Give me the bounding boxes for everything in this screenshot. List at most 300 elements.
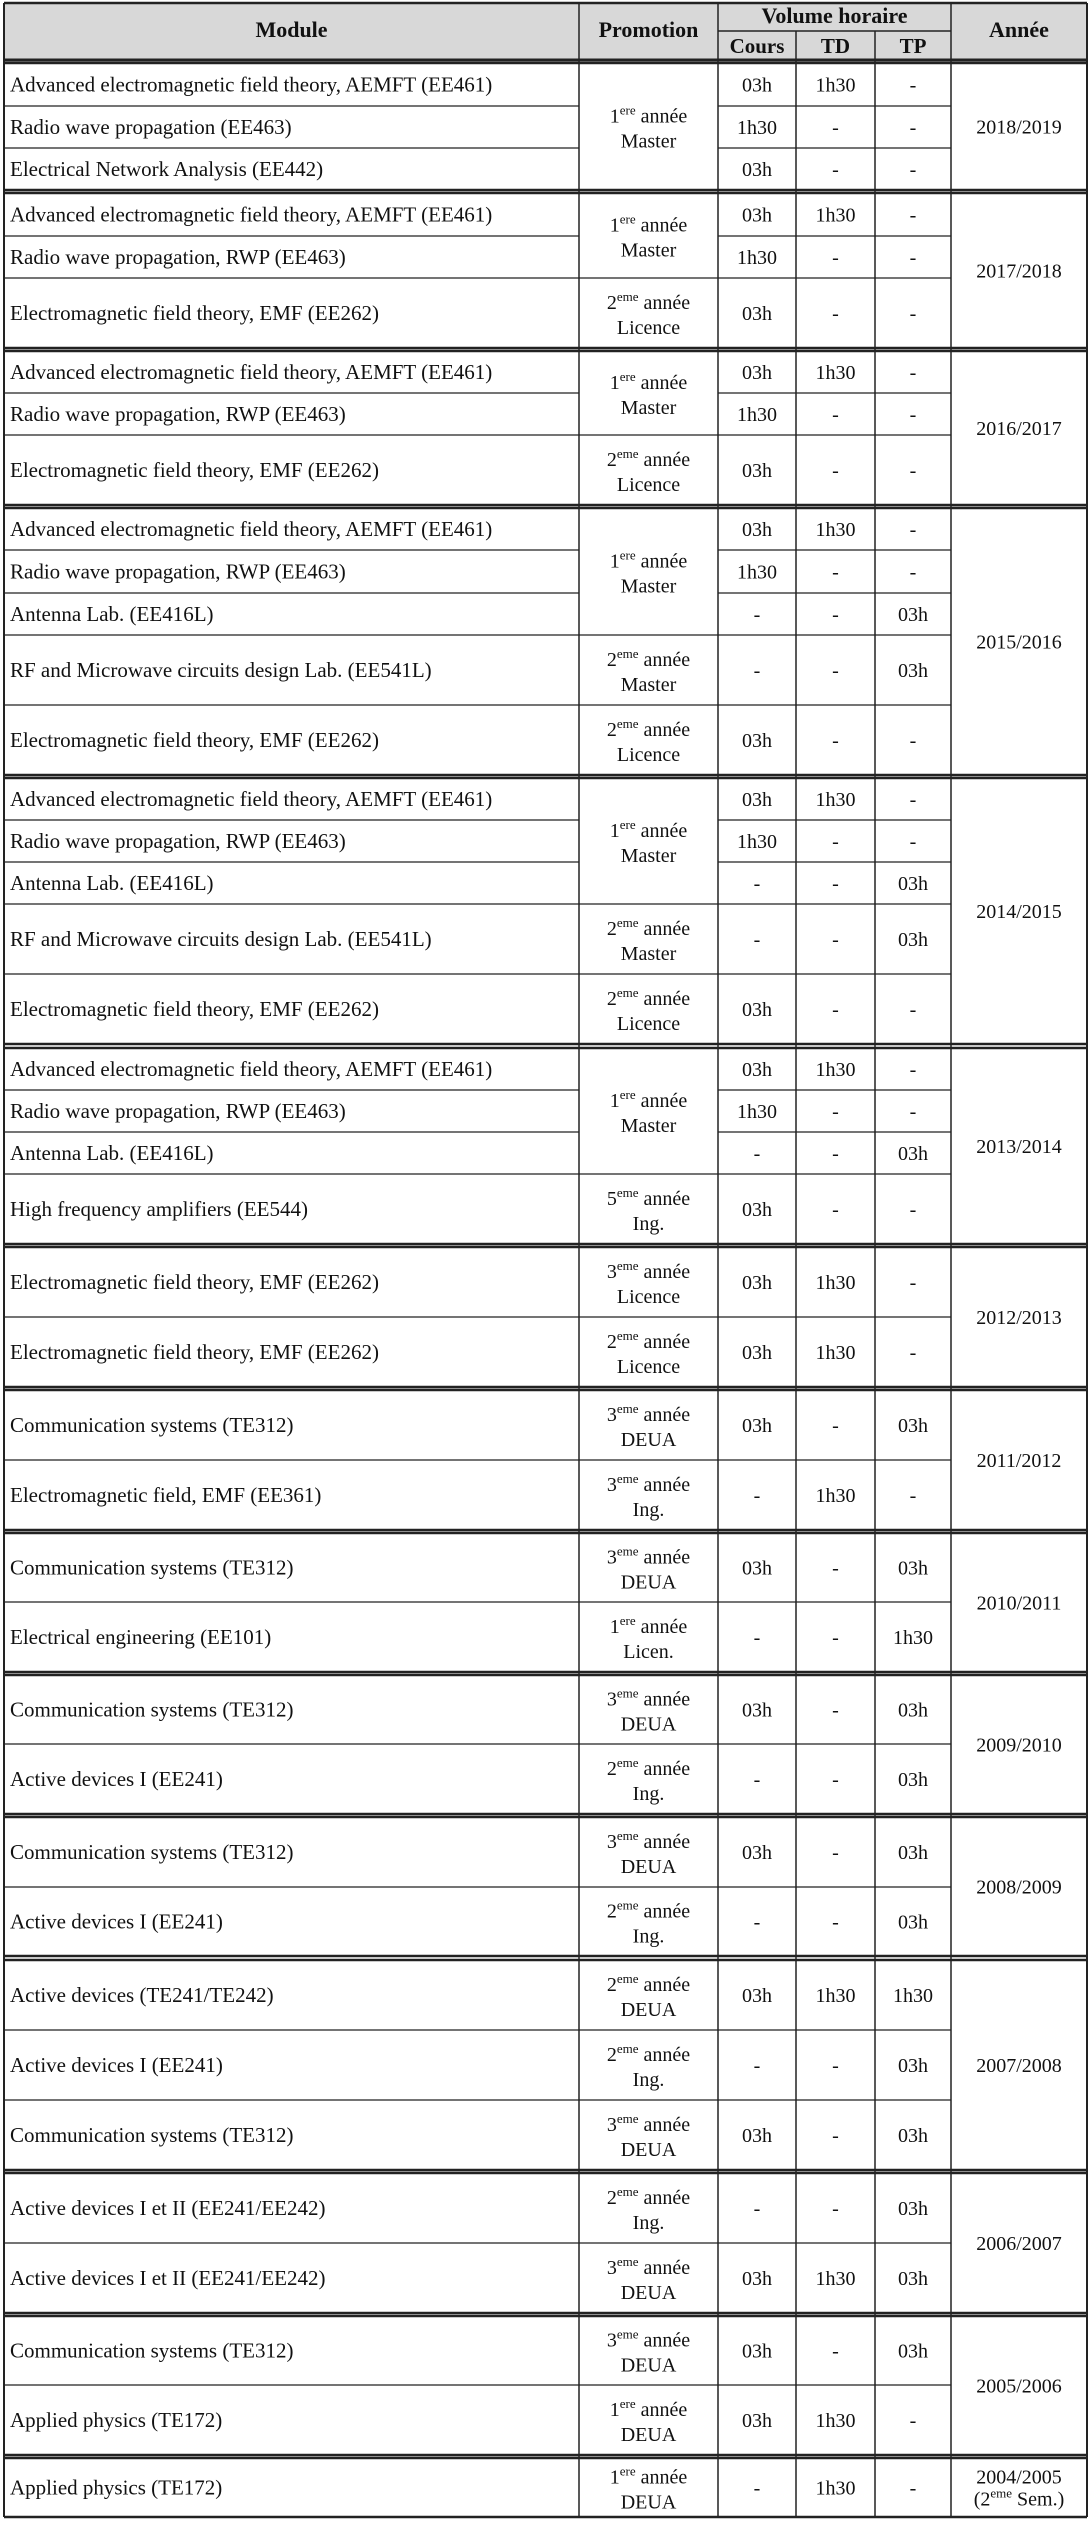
module-name: Electromagnetic field, EMF (EE361) bbox=[10, 1483, 322, 1507]
hours-tp: 03h bbox=[898, 2125, 928, 2147]
promotion-year-suffix: eme bbox=[616, 289, 639, 304]
hours-tp: - bbox=[909, 1199, 917, 1221]
hours-td: 1h30 bbox=[815, 2268, 856, 2290]
promotion-year-number: 2 bbox=[606, 1758, 617, 1780]
hours-td: - bbox=[832, 561, 839, 584]
promotion-year-number: 2 bbox=[606, 1331, 617, 1353]
promotion-year-suffix: eme bbox=[616, 985, 639, 1000]
promotion-year-suffix: eme bbox=[616, 446, 639, 461]
hours-tp: 03h bbox=[898, 2340, 928, 2363]
hours-cours: 03h bbox=[742, 1557, 772, 1580]
promotion-year-number: 1 bbox=[609, 1090, 620, 1112]
hours-tp: 03h bbox=[898, 2055, 928, 2077]
hours-cours: 1h30 bbox=[737, 117, 777, 139]
hours-td: 1h30 bbox=[815, 2410, 856, 2432]
hours-tp: - bbox=[909, 2410, 917, 2432]
module-name: Electrical Network Analysis (EE442) bbox=[10, 157, 324, 181]
hours-cours: - bbox=[753, 604, 761, 626]
hours-tp: 03h bbox=[898, 1415, 928, 1437]
promotion-year-suffix: ere bbox=[619, 369, 636, 384]
promotion-year bbox=[607, 446, 690, 471]
promotion-year-word: année bbox=[638, 1831, 691, 1853]
promotion-year-word: année bbox=[638, 1546, 691, 1569]
hours-cours: 03h bbox=[742, 2268, 772, 2290]
promotion-year-suffix: eme bbox=[616, 1971, 639, 1986]
promotion-level: DEUA bbox=[620, 1856, 677, 1878]
module-name: Antenna Lab. (EE416L) bbox=[10, 602, 214, 626]
promotion-year-number: 2 bbox=[606, 988, 617, 1010]
hours-tp: - bbox=[909, 404, 917, 426]
promotion-year-suffix: eme bbox=[616, 1258, 639, 1273]
promotion-level: DEUA bbox=[620, 1571, 677, 1594]
year-label: 2008/2009 bbox=[976, 1876, 1062, 1899]
promotion-year-suffix: eme bbox=[616, 2111, 639, 2126]
hours-td: - bbox=[832, 2198, 839, 2220]
hours-cours: - bbox=[753, 2198, 761, 2220]
hours-cours: - bbox=[753, 2055, 761, 2077]
promotion-year-number: 1 bbox=[609, 550, 620, 573]
promotion-level: Licence bbox=[616, 317, 681, 339]
hours-td: - bbox=[832, 999, 839, 1021]
promotion-year bbox=[610, 2464, 688, 2489]
module-name: Electromagnetic field theory, EMF (EE262) bbox=[10, 728, 379, 752]
promotion-year-suffix: ere bbox=[619, 211, 636, 227]
promotion-year-suffix: eme bbox=[616, 2041, 639, 2056]
promotion-year bbox=[607, 646, 690, 671]
hours-cours: - bbox=[753, 1143, 761, 1165]
promotion-year-word: année bbox=[638, 988, 691, 1010]
header-tp: TP bbox=[899, 34, 927, 58]
hours-tp: - bbox=[909, 1485, 917, 1507]
hours-tp: - bbox=[909, 460, 917, 482]
module-name: Communication systems (TE312) bbox=[10, 2123, 294, 2147]
hours-td: - bbox=[832, 159, 839, 181]
hours-td: - bbox=[832, 1199, 839, 1221]
promotion-year bbox=[607, 1328, 690, 1353]
promotion-year-number: 3 bbox=[606, 2329, 617, 2352]
promotion-year bbox=[607, 1544, 690, 1569]
hours-td: - bbox=[832, 1557, 839, 1580]
year-label: 2017/2018 bbox=[976, 260, 1062, 283]
promotion-year-number: 3 bbox=[606, 1546, 617, 1569]
promotion-year bbox=[610, 2396, 688, 2421]
hours-td: - bbox=[832, 1842, 839, 1864]
promotion-year-number: 3 bbox=[606, 2257, 617, 2279]
promotion-year-word: année bbox=[638, 2257, 691, 2279]
module-name: Communication systems (TE312) bbox=[10, 1555, 294, 1580]
hours-tp: 03h bbox=[898, 660, 928, 682]
module-name: High frequency amplifiers (EE544) bbox=[10, 1197, 308, 1221]
module-name: Active devices I et II (EE241/EE242) bbox=[10, 2196, 326, 2220]
module-name: Antenna Lab. (EE416L) bbox=[10, 871, 214, 895]
promotion-year bbox=[607, 2041, 690, 2066]
hours-tp: - bbox=[909, 831, 917, 853]
hours-cours: 1h30 bbox=[737, 831, 777, 853]
year-label: 2011/2012 bbox=[976, 1450, 1062, 1472]
promotion-level: Master bbox=[620, 845, 677, 867]
hours-td: - bbox=[832, 2055, 839, 2077]
module-name: Advanced electromagnetic field theory, AEMFT (EE461) bbox=[10, 787, 493, 811]
hours-tp: 03h bbox=[898, 604, 928, 626]
hours-tp: - bbox=[909, 303, 917, 325]
hours-cours: 03h bbox=[742, 1415, 772, 1437]
year-label: 2012/2013 bbox=[976, 1307, 1062, 1329]
module-name: Advanced electromagnetic field theory, AEMFT (EE461) bbox=[10, 72, 493, 97]
promotion-year bbox=[610, 212, 688, 237]
promotion-level: Ing. bbox=[632, 2069, 665, 2091]
promotion-year-word: année bbox=[638, 649, 691, 671]
hours-tp: 03h bbox=[898, 1699, 928, 1722]
hours-cours: 03h bbox=[742, 1342, 772, 1364]
hours-tp: 03h bbox=[898, 873, 928, 895]
hours-td: - bbox=[832, 2125, 839, 2147]
promotion-year bbox=[607, 2184, 690, 2209]
hours-cours: - bbox=[753, 1911, 761, 1934]
hours-cours: 03h bbox=[742, 74, 772, 97]
promotion-level: DEUA bbox=[620, 2424, 677, 2446]
hours-td: - bbox=[832, 247, 839, 269]
promotion-year bbox=[610, 817, 688, 842]
promotion-year-word: année bbox=[638, 1261, 691, 1283]
hours-tp: 1h30 bbox=[893, 1985, 933, 2007]
header-module: Module bbox=[255, 17, 328, 42]
promotion-year-word: année bbox=[635, 550, 688, 573]
year-label: 2015/2016 bbox=[976, 631, 1062, 654]
module-name: Advanced electromagnetic field theory, AEMFT (EE461) bbox=[10, 517, 493, 541]
promotion-level: Master bbox=[620, 239, 677, 262]
promotion-level: Ing. bbox=[632, 1783, 665, 1805]
hours-cours: 03h bbox=[742, 789, 772, 811]
hours-tp: - bbox=[909, 561, 917, 584]
promotion-year-word: année bbox=[635, 214, 688, 237]
promotion-year bbox=[607, 1401, 690, 1426]
promotion-year-word: année bbox=[635, 105, 688, 128]
promotion-year bbox=[607, 1258, 690, 1283]
promotion-year-suffix: ere bbox=[619, 102, 636, 118]
promotion-year-number: 3 bbox=[606, 2114, 617, 2136]
promotion-year bbox=[610, 103, 688, 128]
hours-tp: - bbox=[909, 247, 917, 269]
promotion-year bbox=[607, 1185, 690, 1210]
promotion-year-word: année bbox=[635, 820, 688, 842]
promotion-level: Licence bbox=[616, 1286, 681, 1308]
year-label: 2005/2006 bbox=[976, 2375, 1062, 2398]
promotion-year-number: 1 bbox=[609, 372, 620, 394]
module-name: Advanced electromagnetic field theory, AEMFT (EE461) bbox=[10, 202, 493, 227]
promotion-year-word: année bbox=[638, 1404, 691, 1426]
hours-td: - bbox=[832, 1911, 839, 1934]
module-name: RF and Microwave circuits design Lab. (EE541L) bbox=[10, 927, 432, 951]
hours-cours: 03h bbox=[742, 2340, 772, 2363]
hours-tp: 03h bbox=[898, 1769, 928, 1791]
hours-cours: - bbox=[753, 1627, 761, 1649]
promotion-year-word: année bbox=[635, 1616, 688, 1638]
year-label: 2009/2010 bbox=[976, 1734, 1062, 1757]
module-name: Radio wave propagation, RWP (EE463) bbox=[10, 559, 346, 584]
promotion-level: Licence bbox=[616, 1356, 681, 1378]
module-name: Electromagnetic field theory, EMF (EE262) bbox=[10, 1340, 379, 1364]
hours-td: 1h30 bbox=[815, 1985, 856, 2007]
year-label: 2014/2015 bbox=[976, 901, 1062, 923]
hours-td: - bbox=[832, 1101, 839, 1123]
promotion-year-number: 1 bbox=[609, 820, 620, 842]
hours-tp: - bbox=[909, 789, 917, 811]
hours-tp: - bbox=[909, 999, 917, 1021]
promotion-level: Licence bbox=[616, 1013, 681, 1035]
hours-tp: - bbox=[909, 1272, 917, 1294]
hours-cours: - bbox=[753, 2477, 761, 2500]
hours-td: - bbox=[832, 117, 839, 139]
header-volume-horaire: Volume horaire bbox=[761, 3, 908, 28]
year-note bbox=[974, 2486, 1065, 2511]
module-name: Electromagnetic field theory, EMF (EE262) bbox=[10, 997, 379, 1021]
promotion-level: Master bbox=[620, 943, 677, 965]
promotion-level: DEUA bbox=[620, 2282, 677, 2304]
promotion-year-number: 1 bbox=[609, 1616, 620, 1638]
hours-tp: - bbox=[909, 74, 917, 97]
module-name: Electromagnetic field theory, EMF (EE262) bbox=[10, 301, 379, 325]
promotion-year-number: 2 bbox=[606, 292, 617, 314]
hours-td: - bbox=[832, 404, 839, 426]
hours-td: - bbox=[832, 2340, 839, 2363]
promotion-year-number: 3 bbox=[606, 1261, 617, 1283]
hours-td: - bbox=[832, 1699, 839, 1722]
hours-cours: - bbox=[753, 929, 761, 951]
promotion-level: Ing. bbox=[632, 1925, 665, 1948]
hours-cours: - bbox=[753, 1769, 761, 1791]
promotion-year-suffix: eme bbox=[616, 646, 639, 661]
hours-td: 1h30 bbox=[815, 1059, 856, 1081]
hours-tp: 03h bbox=[898, 2198, 928, 2220]
promotion-year-word: année bbox=[638, 2329, 691, 2352]
module-name: Communication systems (TE312) bbox=[10, 1840, 294, 1864]
promotion-year-word: année bbox=[635, 2466, 688, 2489]
hours-td: - bbox=[832, 1627, 839, 1649]
hours-cours: 1h30 bbox=[737, 1101, 777, 1123]
promotion-year bbox=[607, 1971, 690, 1996]
promotion-year-word: année bbox=[638, 2044, 691, 2066]
module-name: Electromagnetic field theory, EMF (EE262) bbox=[10, 1270, 379, 1294]
promotion-year-number: 2 bbox=[606, 649, 617, 671]
promotion-year-suffix: eme bbox=[616, 1185, 639, 1200]
hours-td: - bbox=[832, 1769, 839, 1791]
module-name: Communication systems (TE312) bbox=[10, 2338, 294, 2363]
promotion-year-word: année bbox=[635, 1090, 688, 1112]
promotion-year-number: 2 bbox=[606, 2044, 617, 2066]
promotion-year-word: année bbox=[638, 1474, 691, 1496]
hours-tp: - bbox=[909, 204, 917, 227]
promotion-year-word: année bbox=[638, 1188, 691, 1210]
hours-tp: - bbox=[909, 362, 917, 384]
hours-cours: 03h bbox=[742, 204, 772, 227]
hours-cours: 03h bbox=[742, 362, 772, 384]
promotion-year bbox=[607, 1898, 690, 1923]
hours-cours: - bbox=[753, 873, 761, 895]
promotion-year-suffix: eme bbox=[616, 1401, 639, 1416]
hours-cours: 03h bbox=[742, 159, 772, 181]
year-note-sup: eme bbox=[990, 2485, 1013, 2501]
promotion-year-suffix: eme bbox=[616, 716, 639, 731]
hours-td: 1h30 bbox=[815, 1272, 856, 1294]
promotion-year bbox=[607, 1471, 690, 1496]
header-annee: Année bbox=[989, 17, 1049, 42]
promotion-year bbox=[607, 2111, 690, 2136]
hours-td: 1h30 bbox=[815, 519, 856, 541]
hours-tp: 03h bbox=[898, 1842, 928, 1864]
hours-cours: 03h bbox=[742, 1272, 772, 1294]
promotion-level: Licen. bbox=[623, 1641, 674, 1663]
hours-cours: 03h bbox=[742, 1699, 772, 1722]
promotion-year-word: année bbox=[638, 2187, 691, 2209]
hours-td: 1h30 bbox=[815, 1485, 856, 1507]
promotion-year-suffix: eme bbox=[616, 1685, 639, 1701]
module-name: Radio wave propagation, RWP (EE463) bbox=[10, 829, 346, 853]
promotion-year-suffix: eme bbox=[616, 1755, 639, 1770]
header-promotion: Promotion bbox=[598, 17, 699, 42]
module-name: Applied physics (TE172) bbox=[10, 2475, 223, 2500]
promotion-year-number: 1 bbox=[609, 2399, 620, 2421]
hours-cours: 03h bbox=[742, 1842, 772, 1864]
hours-tp: - bbox=[909, 1342, 917, 1364]
header-cours: Cours bbox=[729, 34, 785, 58]
hours-td: - bbox=[832, 1415, 839, 1437]
module-name: Electrical engineering (EE101) bbox=[10, 1625, 272, 1649]
year-label: 2004/2005 bbox=[976, 2466, 1062, 2489]
header-td: TD bbox=[820, 34, 851, 58]
hours-cours: 03h bbox=[742, 303, 772, 325]
hours-tp: - bbox=[909, 117, 917, 139]
hours-tp: - bbox=[909, 2477, 917, 2500]
promotion-year-word: année bbox=[638, 1331, 691, 1353]
module-name: Radio wave propagation, RWP (EE463) bbox=[10, 402, 346, 426]
hours-td: 1h30 bbox=[815, 1342, 856, 1364]
promotion-year-number: 2 bbox=[606, 449, 617, 471]
promotion-year-number: 2 bbox=[606, 918, 617, 940]
hours-td: 1h30 bbox=[815, 74, 856, 97]
hours-tp: 03h bbox=[898, 2268, 928, 2290]
promotion-year-word: année bbox=[635, 372, 688, 394]
year-label: 2006/2007 bbox=[976, 2233, 1062, 2255]
promotion-level: Ing. bbox=[632, 2212, 665, 2234]
promotion-year-suffix: ere bbox=[619, 547, 636, 563]
promotion-level: DEUA bbox=[620, 1429, 677, 1451]
promotion-level: Ing. bbox=[632, 1213, 665, 1235]
module-name: Advanced electromagnetic field theory, AEMFT (EE461) bbox=[10, 360, 493, 384]
promotion-year-number: 2 bbox=[606, 1900, 617, 1923]
hours-td: - bbox=[832, 604, 839, 626]
hours-cours: 03h bbox=[742, 460, 772, 482]
promotion-year bbox=[610, 548, 688, 573]
promotion-year bbox=[607, 289, 690, 314]
promotion-year-suffix: ere bbox=[619, 1613, 636, 1628]
promotion-year-number: 3 bbox=[606, 1688, 617, 1711]
year-label: 2007/2008 bbox=[976, 2055, 1062, 2077]
promotion-year-number: 3 bbox=[606, 1474, 617, 1496]
module-name: Antenna Lab. (EE416L) bbox=[10, 1141, 214, 1165]
module-name: Communication systems (TE312) bbox=[10, 1697, 294, 1722]
promotion-level: Licence bbox=[616, 474, 681, 496]
promotion-year-suffix: eme bbox=[616, 1471, 639, 1486]
hours-td: 1h30 bbox=[815, 362, 856, 384]
year-note-suffix: Sem.) bbox=[1012, 2488, 1065, 2511]
promotion-year-number: 2 bbox=[606, 2187, 617, 2209]
promotion-year bbox=[607, 985, 690, 1010]
module-name: Radio wave propagation (EE463) bbox=[10, 115, 292, 139]
promotion-year bbox=[610, 1087, 688, 1112]
hours-cours: 03h bbox=[742, 1199, 772, 1221]
hours-tp: - bbox=[909, 1101, 917, 1123]
promotion-year-word: année bbox=[638, 719, 691, 741]
hours-tp: - bbox=[909, 159, 917, 181]
promotion-year-number: 1 bbox=[609, 2466, 620, 2489]
promotion-level: Master bbox=[620, 130, 677, 153]
hours-cours: 03h bbox=[742, 519, 772, 541]
hours-cours: 03h bbox=[742, 999, 772, 1021]
year-label: 2016/2017 bbox=[976, 418, 1062, 440]
promotion-year-suffix: eme bbox=[616, 1328, 639, 1343]
promotion-year-suffix: eme bbox=[616, 915, 639, 930]
module-name: Active devices I (EE241) bbox=[10, 2053, 223, 2077]
promotion-year-suffix: eme bbox=[616, 2184, 639, 2199]
hours-td: 1h30 bbox=[815, 789, 856, 811]
module-name: Radio wave propagation, RWP (EE463) bbox=[10, 1099, 346, 1123]
hours-cours: 03h bbox=[742, 1059, 772, 1081]
promotion-year bbox=[607, 2254, 690, 2279]
module-name: Electromagnetic field theory, EMF (EE262) bbox=[10, 458, 379, 482]
promotion-year-number: 2 bbox=[606, 719, 617, 741]
module-name: Radio wave propagation, RWP (EE463) bbox=[10, 245, 346, 269]
promotion-year-number: 5 bbox=[606, 1188, 617, 1210]
hours-td: - bbox=[832, 873, 839, 895]
promotion-year-word: année bbox=[638, 918, 691, 940]
promotion-year-word: année bbox=[635, 2399, 688, 2421]
promotion-year-word: année bbox=[638, 449, 691, 471]
year-label: 2018/2019 bbox=[976, 116, 1062, 139]
promotion-year-number: 3 bbox=[606, 1404, 617, 1426]
promotion-year-word: année bbox=[638, 292, 691, 314]
module-name: RF and Microwave circuits design Lab. (EE541L) bbox=[10, 658, 432, 682]
hours-td: - bbox=[832, 831, 839, 853]
promotion-year bbox=[607, 915, 690, 940]
promotion-level: DEUA bbox=[620, 1999, 677, 2021]
hours-td: 1h30 bbox=[815, 204, 856, 227]
promotion-year-suffix: eme bbox=[616, 1543, 639, 1559]
hours-cours: 03h bbox=[742, 730, 772, 752]
hours-cours: 03h bbox=[742, 2125, 772, 2147]
hours-tp: 03h bbox=[898, 1557, 928, 1580]
hours-td: - bbox=[832, 460, 839, 482]
hours-cours: - bbox=[753, 660, 761, 682]
promotion-year-suffix: ere bbox=[619, 2396, 636, 2411]
promotion-year-suffix: eme bbox=[616, 1828, 639, 1843]
promotion-year-suffix: ere bbox=[619, 817, 636, 832]
hours-tp: - bbox=[909, 1059, 917, 1081]
hours-cours: 1h30 bbox=[737, 561, 777, 584]
hours-tp: 03h bbox=[898, 929, 928, 951]
promotion-level: DEUA bbox=[620, 2491, 677, 2514]
promotion-level: Master bbox=[620, 1115, 677, 1137]
promotion-year-word: année bbox=[638, 1688, 691, 1711]
module-name: Advanced electromagnetic field theory, AEMFT (EE461) bbox=[10, 1057, 493, 1081]
promotion-year-number: 1 bbox=[609, 105, 620, 128]
promotion-year bbox=[607, 1755, 690, 1780]
promotion-level: Master bbox=[620, 674, 677, 696]
promotion-year-suffix: eme bbox=[616, 2254, 639, 2269]
hours-td: - bbox=[832, 929, 839, 951]
hours-tp: 03h bbox=[898, 1143, 928, 1165]
promotion-year-word: année bbox=[638, 1974, 691, 1996]
promotion-year-word: année bbox=[638, 1900, 691, 1923]
